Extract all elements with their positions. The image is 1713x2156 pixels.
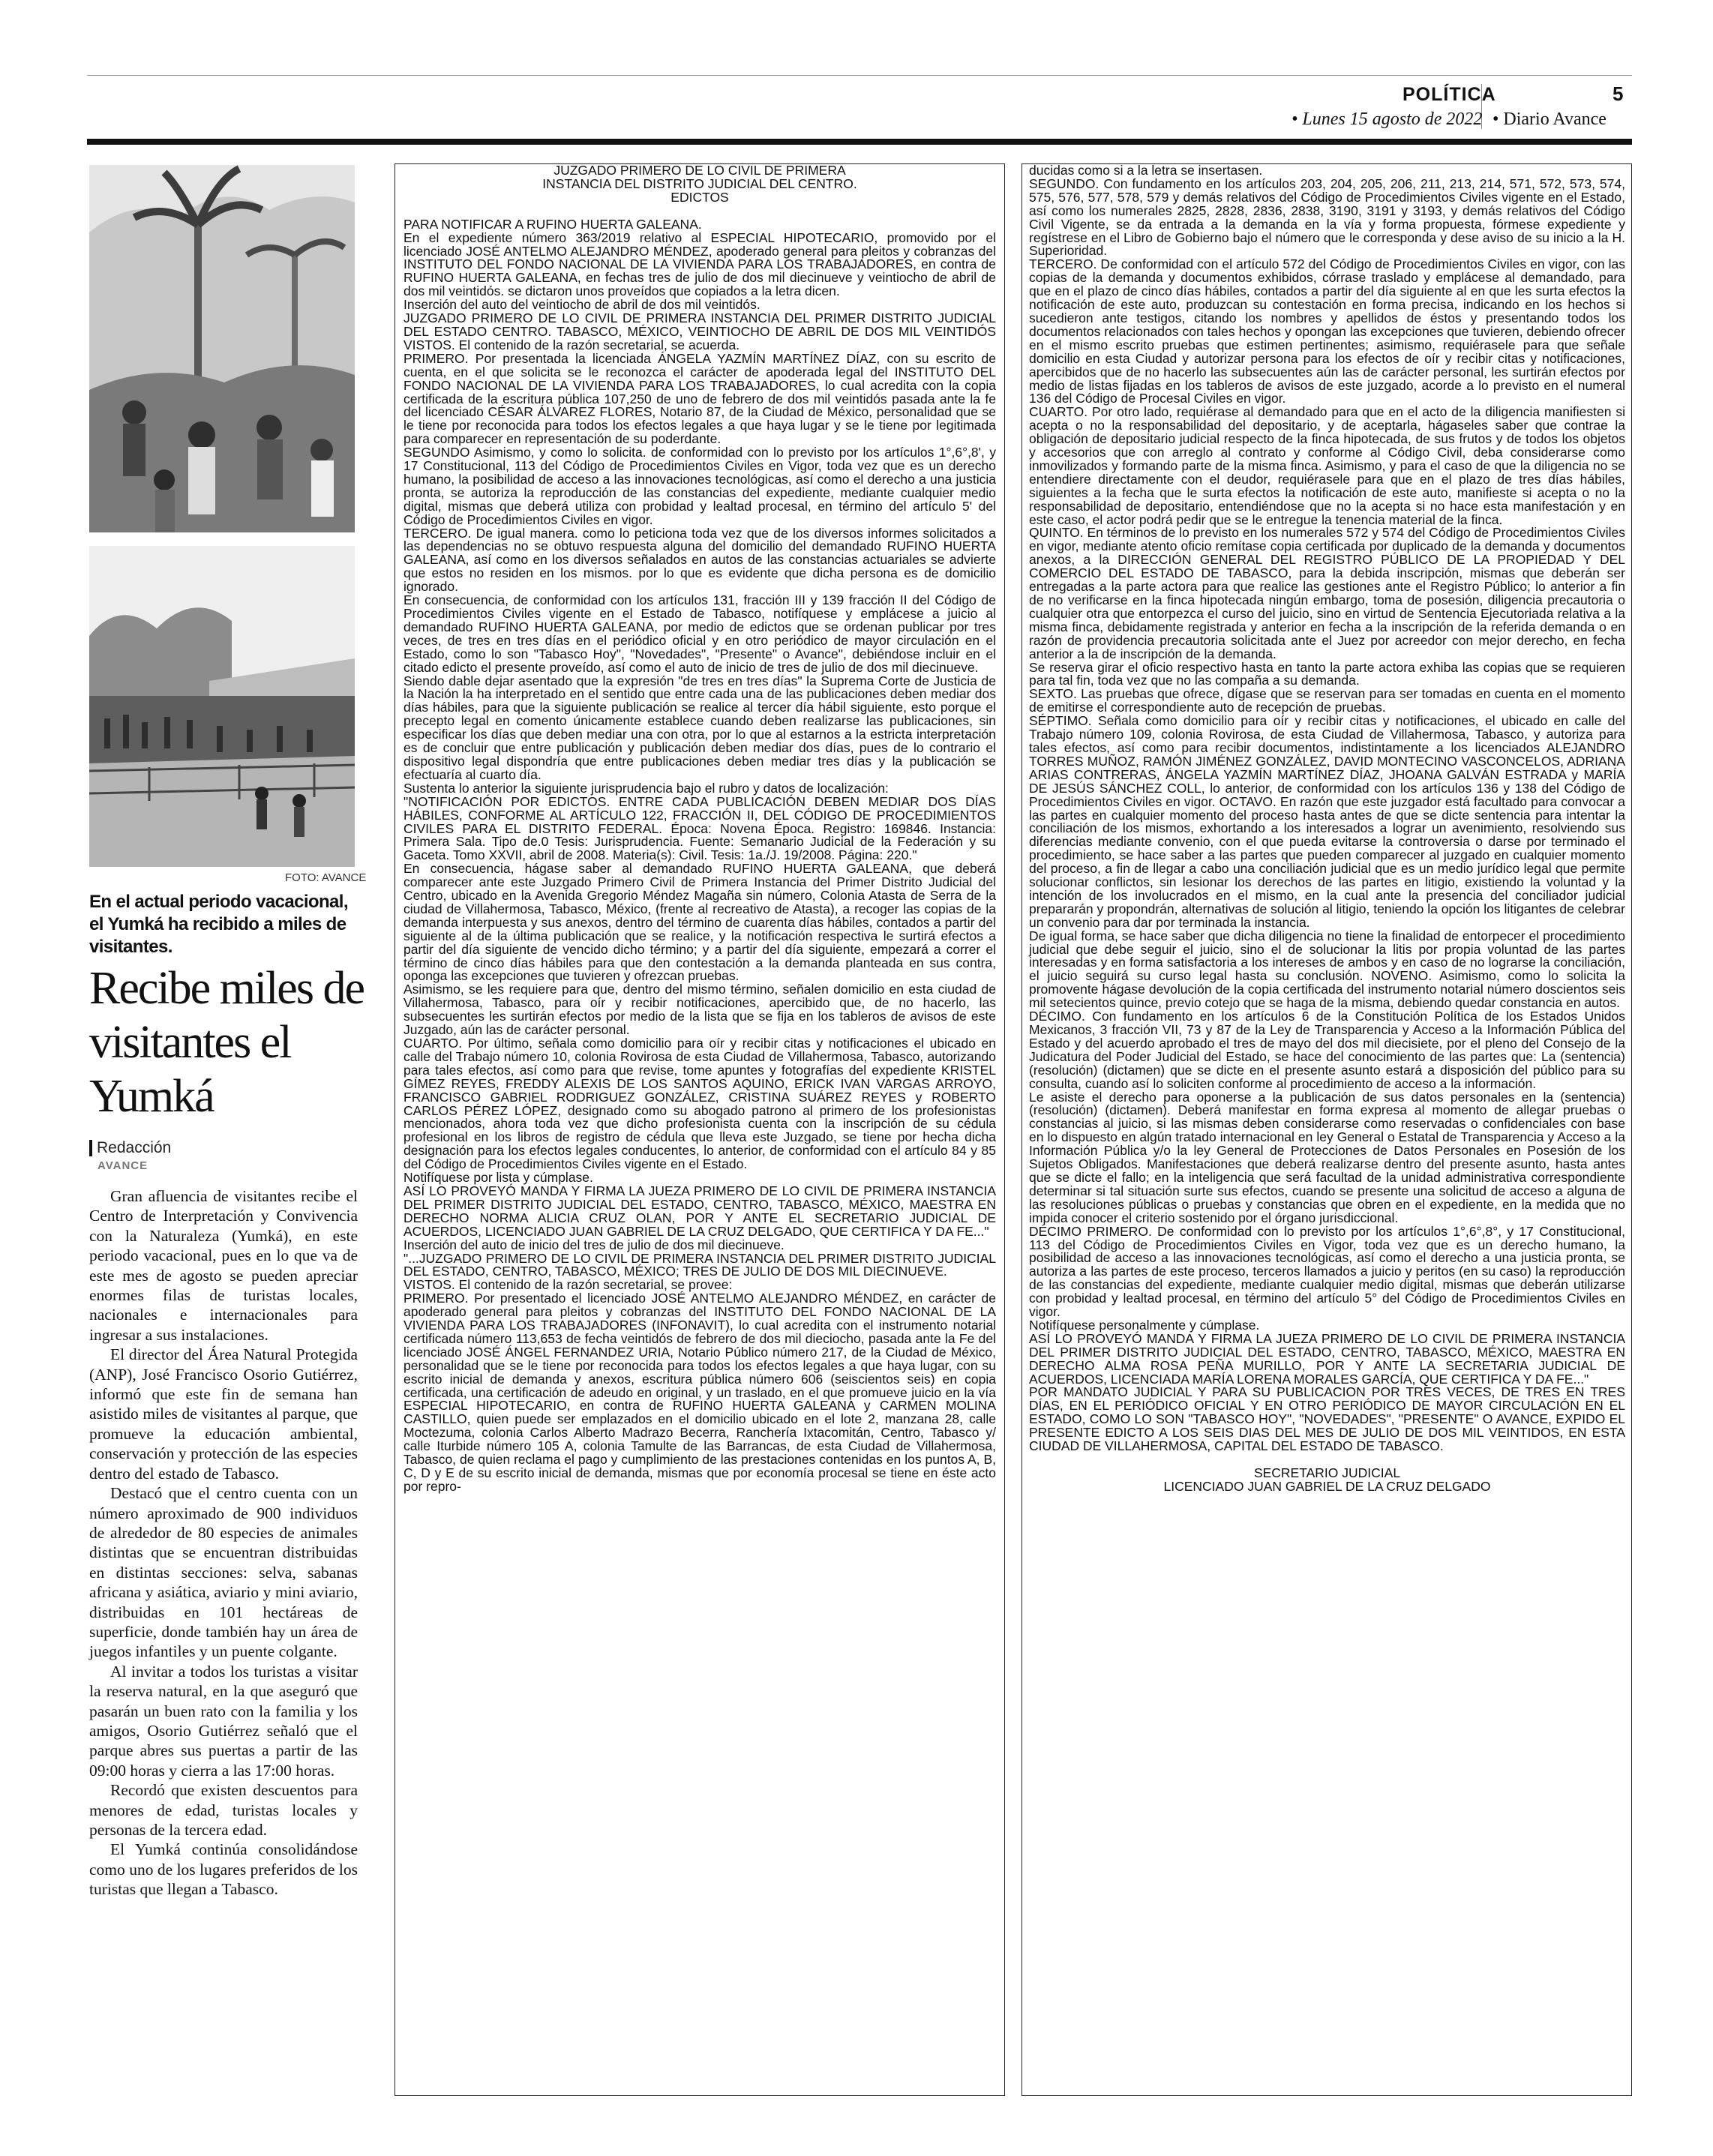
edict-paragraph: Siendo dable dejar asentado que la expresión "de tres en tres días" la Suprema Corte de Justicia de la Nación la ha interpretado en el sentido que entre cada una de las publicaciones deben mediar dos días hábiles, para que la siguiente publicación se realice al tercer día hábil siguiente, esto porque el precepto legal en comento únicamente establece cuando deben realizarse las publicaciones, sin especificar los días que deben mediar una con otra, por lo que al estarnos a la estricta interpretación es de concluir que entre publicación y publicación deben mediar dos días, pues de lo contrario el dispositivo legal dispondría que entre publicaciones deben mediar tres días y la publicación se efectuaría al cuarto día. xyxy=(404,673,996,782)
edict-title: EDICTOS xyxy=(670,189,729,205)
edict-paragraph: Se reserva girar el oficio respectivo hasta en tanto la parte actora exhiba las copias que se requieren para tal fin, toda vez que no las compaña a su demanda. xyxy=(1029,659,1625,688)
story-paragraph: Al invitar a todos los turistas a visitar la reserva natural, en la que aseguró que pasarán un buen rato con la familia y los amigos, Osorio Gutiérrez señaló que el parque abres sus puertas a partir de las 09:00 horas y cierra a las 17:00 horas. xyxy=(89,1662,358,1780)
edict-paragraph: CUARTO. Por otro lado, requiérase al demandado para que en el acto de la diligencia manifiesten si acepta o no la responsabilidad del depositario, y de aceptarla, hágaseles saber que contrae la obligación de depositario judicial respecto de la finca hipotecada, de sus frutos y de todos los objetos y accesorios que con arreglo al contrato y conforme al Código Civil, deba considerarse como inmovilizados y formando parte de la misma finca. Asimismo, y para el caso de que la diligencia no se entendiere directamente con el deudor, requiérasele para que en el plazo de tres días hábiles, siguientes a la fecha que le surta efectos la notificación de este auto, manifieste si acepta o no la responsabilidad de depositario, entendiéndose que no la acepta si no hace esta manifestación y en este caso, el actor podrá pedir que se le entregue la tenencia material de la finca. xyxy=(1029,404,1625,527)
story-paragraph: Destacó que el centro cuenta con un número aproximado de 900 individuos de alrededor de 80 especies de animales distintas que se encuentran distribuidas en distintas secciones: selva, sabanas africana y asiática, aviario y mini aviario, distribuidas en 101 hectáreas de superficie, donde también hay un área de juegos infantiles y un puente colgante. xyxy=(89,1484,358,1661)
photo-park-entrance xyxy=(89,546,355,867)
edict-title: INSTANCIA DEL DISTRITO JUDICIAL DEL CENTRO. xyxy=(542,175,857,191)
page-number: 5 xyxy=(1612,82,1624,105)
edict-paragraph: VISTOS. El contenido de la razón secretarial, se provee: xyxy=(404,1277,733,1293)
edict-paragraph: ASÍ LO PROVEYÓ MANDA Y FIRMA LA JUEZA PRIMERO DE LO CIVIL DE PRIMERA INSTANCIA DEL PRIMER DISTRITO JUDICIAL DEL ESTADO, CENTRO, TABASCO, MÉXICO, MAESTRA EN DERECHO ALMA ROSA PEÑA MURILLO, POR Y ANTE LA SECRETARIA JUDICIAL DE ACUERDOS, LICENCIADA MARÍA LORENA MORALES GARCÍA, QUE CERTIFICA Y DA FE..." xyxy=(1029,1330,1625,1387)
edict-column-1 xyxy=(404,164,996,1494)
edict-paragraph: En consecuencia, de conformidad con los artículos 131, fracción III y 139 fracción II del Código de Procedimientos Civiles vigente en el Estado de Tabasco, notifíquese y emplácese a juicio al demandado RUFINO HUERTA GALEANA, por medio de edictos que se ordenan publicar por tres veces, de tres en tres días en el periódico oficial y en otro periódico de mayor circulación en el Estado, como lo son "Tabasco Hoy", "Novedades", "Presente" o Avance", debiéndose incluir en el citado edicto el presente proveído, así como el auto de inicio de tres de julio de dos mil diecinueve. xyxy=(404,592,996,675)
signature-name: LICENCIADO JUAN GABRIEL DE LA CRUZ DELGADO xyxy=(1163,1478,1491,1494)
edict-paragraph: "NOTIFICACIÓN POR EDICTOS. ENTRE CADA PUBLICACIÓN DEBEN MEDIAR DOS DÍAS HÁBILES, CONFORME AL ARTÍCULO 122, FRACCIÓN II, DEL CÓDIGO DE PROCEDIMIENTOS CIVILES PARA EL DISTRITO FEDERAL. Época: Novena Época. Registro: 169846. Instancia: Primera Sala. Tipo de.0 Tesis: Jurisprudencia. Fuente: Semanario Judicial de la Federación y su Gaceta. Tomo XXVII, abril de 2008. Materia(s): Civil. Tesis: 1a./J. 19/2008. Página: 220." xyxy=(404,793,996,863)
edict-paragraph: Inserción del auto de inicio del tres de julio de dos mil diecinueve. xyxy=(404,1237,784,1252)
edict-paragraph: En el expediente número 363/2019 relativo al ESPECIAL HIPOTECARIO, promovido por el licenciado JOSÉ ANTELMO ALEJANDRO MÉNDEZ, apoderado general para pleitos y cobranzas del INSTITUTO DEL FONDO NACIONAL DE LA VIVIENDA PARA LOS TRABAJADORES, en contra de RUFINO HUERTA GALEANA, en fechas tres de julio de dos mil diecinueve y veintiocho de abril de dos mil veintidós. se dictaron unos proveídos que copiados a la letra dicen. xyxy=(404,229,996,299)
edict-paragraph: CUARTO. Por último, señala como domicilio para oír y recibir citas y notificaciones el ubicado en calle del Trabajo número 10, colonia Rovirosa de esta Ciudad de Villahermosa, Tabasco, autorizando para tales efectos, así como para que revise, tome apuntes y fotografías del expediente KRISTEL GÍMEZ REYES, FREDDY ALEXIS DE LOS SANTOS AQUINO, ERICK IVAN VARGAS ARROYO, FRANCISCO GABRIEL RODRIGUEZ GONZÁLEZ, CRISTINA SUÁREZ REYES y ROBERTO CARLOS PÉREZ LÓPEZ, designado como su abogado patrono al primero de los profesionistas mencionados, ahora toda vez que dicho profesionista cuenta con la inscripción de su cédula profesional en los libros de registro de cédula que lleva este Juzgado, se tiene por hecha dicha designación para los efectos legales conducentes, lo anterior, de conformidad con el artículo 84 y 85 del Código de Procedimientos Civiles vigente en el Estado. xyxy=(404,1036,996,1172)
story-paragraph: Gran afluencia de visitantes recibe el Centro de Interpretación y Convivencia con la Naturaleza (Yumká), en este periodo vacacional, pues en lo que va de este mes de agosto se pueden apreciar enormes filas de turistas locales, nacionales e internacionales para ingresar a sus instalaciones. xyxy=(89,1187,358,1344)
edict-paragraph: SEXTO. Las pruebas que ofrece, dígase que se reservan para ser tomadas en cuenta en el momento de emitirse el correspondiente auto de recepción de pruebas. xyxy=(1029,686,1625,715)
photo-credit: FOTO: AVANCE xyxy=(285,871,367,884)
edict-paragraph: DÉCIMO PRIMERO. De conformidad con lo previsto por los artículos 1°,6°,8°, y 17 Constitucional, 113 del Código de Procedimientos Civiles en Vigor, toda vez que es un derecho humano, la posibilidad de acceso a las innovaciones tecnológicas, así como el derecho a una justicia pronta, se autoriza a las partes de este proceso, terceros llamados a juicio y peritos (en su caso) la reproducción de las constancias del expediente, mediante cualquier medio digital, mismas que deberán utilizarse con probidad y lealtad procesal, en término del artículo 5° del Código de Procedimientos Civiles en vigor. xyxy=(1029,1223,1625,1320)
story-body xyxy=(89,1186,358,1900)
edict-paragraph: QUINTO. En términos de lo previsto en los numerales 572 y 574 del Código de Procedimientos Civiles en vigor, mediante atento oficio remítase copia certificada por duplicado de la demanda y documentos anexos, a la DIRECCIÓN GENERAL DEL REGISTRO PÚBLICO DE LA PROPIEDAD Y DEL COMERCIO DEL ESTADO DE TABASCO, para la debida inscripción, mismas que deberán ser entregadas a la parte actora para que realice las gestiones ante el Registro Público; lo anterior a fin de no verificarse en la finca hipotecada ningún embargo, toma de posesión, diligencia precautoria o cualquier otra que entorpezca el curso del juicio, sino en virtud de Sentencia Ejecutoriada relativa a la misma finca, debidamente registrada y anterior en fecha a la inscripción de la referida demanda o en razón de providencia precautoria solicitada ante el Juez por acreedor con mejor derecho, en fecha anterior a la de inscripción de la demanda. xyxy=(1029,525,1625,661)
edict-paragraph: JUZGADO PRIMERO DE LO CIVIL DE PRIMERA INSTANCIA DEL PRIMER DISTRITO JUDICIAL DEL ESTADO CENTRO. TABASCO, MÉXICO, VEINTIOCHO DE ABRIL DE DOS MIL VEINTIDÓS VISTOS. El contenido de la razón secretarial, se acuerda. xyxy=(404,310,996,352)
edict-paragraph: SÉPTIMO. Señala como domicilio para oír y recibir citas y notificaciones, el ubicado en calle del Trabajo número 109, colonia Rovirosa, de esta Ciudad de Villahermosa, Tabasco, y autoriza para tales efectos, así como para recibir documentos, indistintamente a los licenciados ALEJANDRO TORRES MUÑOZ, RAMÓN JIMÉNEZ GONZÁLEZ, DAVID MONTECINO VASCONCELOS, ADRIANA ARIAS CONTRERAS, ÁNGELA YAZMÍN MARTÍNEZ DÍAZ, JHOANA GALVÁN ESTRADA y MARÍA DE JESÚS SÁNCHEZ COLL, lo anterior, de conformidad con los artículos 136 y 138 del Código de Procedimientos Civiles en vigor. OCTAVO. En razón que este juzgador está facultado para convocar a las partes en cualquier momento del proceso hasta antes de que se dicte sentencia para intentar la conciliación de los mismos, exhortando a los interesados a lograr un avenimiento, resolviendo sus diferencias mediante convenio, con el que pueda evitarse la controversia o darse por terminado el procedimiento, se hace saber a las partes que pueden comparecer al juzgado en cualquier momento del proceso, a fin de llegar a cabo una conciliación judicial que es un medio jurídico legal que permite solucionar conflictos, sin lesionar los derechos de las partes en litigio, existiendo la voluntad y la intención de los involucrados en el mismo, en la cual ante la presencia del conciliador judicial prepararán y propondrán, alternativas de solución al litigio, teniendo la opción los litigantes de celebrar un convenio para dar por terminada la instancia. xyxy=(1029,713,1625,930)
edict-paragraph: PRIMERO. Por presentado el licenciado JOSÉ ANTELMO ALEJANDRO MÉNDEZ, en carácter de apoderado general para pleitos y cobranzas del INSTITUTO DEL FONDO NACIONAL DE LA VIVIENDA PARA LOS TRABAJADORES (INFONAVIT), lo cual acredita con el instrumento notarial certificada número 113,653 de fecha veintidós de febrero de dos mil dieciocho, pasada ante la Fe del licenciado JOSÉ ÁNGEL FERNANDEZ URIA, Notario Público número 217, de la Ciudad de México, personalidad que se le tiene por reconocida para todos los efectos legales a que haya lugar, con su escrito inicial de demanda y anexos, escritura pública número 606 (seiscientos seis) en copia certificada, una certificación de adeudo en original, y un traslado, en el que promueve juicio en la vía ESPECIAL HIPOTECARIO, en contra de RUFINO HUERTA GALEANA y CARMEN MOLINA CASTILLO, quien puede ser emplazados en el domicilio ubicado en el lote 2, manzana 28, calle Moctezuma, colonia Carlos Alberto Madrazo Becerra, Ranchería Ixtacomitán, Centro, Tabasco y/ calle Iturbide número 105 A, colonia Tamulte de las Barrancas, de esta Ciudad de Villahermosa, Tabasco, de quien reclama el pago y cumplimiento de las prestaciones contenidas en los puntos A, B, C, D y E de su escrito inicial de demanda, mismas que por economía procesal se tiene en éste acto por repro- xyxy=(404,1291,996,1494)
edict-paragraph: PARA NOTIFICAR A RUFINO HUERTA GALEANA. xyxy=(404,216,702,232)
edict-title: JUZGADO PRIMERO DE LO CIVIL DE PRIMERA xyxy=(554,163,846,178)
edict-paragraph: Notifíquese personalmente y cúmplase. xyxy=(1029,1317,1260,1333)
edict-paragraph: "...JUZGADO PRIMERO DE LO CIVIL DE PRIMERA INSTANCIA DEL PRIMER DISTRITO JUDICIAL DEL ESTADO, CENTRO, TABASCO, MÉXICO; TRES DE JULIO DE DOS MIL DIECINUEVE. xyxy=(404,1250,996,1279)
newspaper-name: • Diario Avance xyxy=(1492,109,1606,129)
edict-paragraph: Le asiste el derecho para oponerse a la publicación de sus datos personales en la (sentencia) (resolución) (dictamen). Deberá manifestar en forma expresa al momento de allegar pruebas o constancias al juicio, si las mismas deben considerarse como reservadas o confidenciales con base en lo dispuesto en algún tratado internacional en ley General o Estatal de Transparencia y Acceso a la Información Pública y/o la ley General de Protecciones de Datos Personales en Posesión de los Sujetos Obligados. Manifestaciones que deberá realizarse dentro del presente asunto, hasta antes que se dicte el fallo; en la inteligencia que será facultad de la unidad administrativa correspondiente determinar si tal situación surte sus efectos, cuando se presente una solicitud de acceso a alguna de las resoluciones públicas o pruebas y constancias que obren en el expediente, en la medida que no impida conocer el criterio sostenido por el órgano jurisdiccional. xyxy=(1029,1089,1625,1225)
edict-paragraph: Sustenta lo anterior la siguiente jurisprudencia bajo el rubro y datos de localización: xyxy=(404,780,889,796)
edict-paragraph: SEGUNDO. Con fundamento en los artículos 203, 204, 205, 206, 211, 213, 214, 571, 572, 573, 574, 575, 576, 577, 578, 579 y demás relativos del Código de Procedimientos Civiles vigente en el Estado, así como los numerales 2825, 2828, 2836, 2838, 3190, 3191 y 3193, y demás relativos del Código Civil Vigente, se da entrada a la demanda en la vía y forma propuesta, fórmese expediente y regístrese en el Libro de Gobierno bajo el número que le corresponda y dese aviso de su inicio a la H. Superioridad. xyxy=(1029,175,1625,259)
edict-paragraph: ducidas como si a la letra se insertasen. xyxy=(1029,163,1263,178)
edict-paragraph: Inserción del auto del veintiocho de abril de dos mil veintidós. xyxy=(404,297,760,313)
story-paragraph: El director del Área Natural Protegida (ANP), José Francisco Osorio Gutiérrez, informó que este fin de semana han asistido miles de visitantes al parque, que promueve la educación ambiental, conservación y protección de las especies dentro del estado de Tabasco. xyxy=(89,1345,358,1483)
header-rule xyxy=(87,139,1632,145)
photo-caption: En el actual periodo vacacional, el Yumká ha recibido a miles de visitantes. xyxy=(89,892,348,957)
signature-title: SECRETARIO JUDICIAL xyxy=(1253,1465,1401,1480)
edict-paragraph: En consecuencia, hágase saber al demandado RUFINO HUERTA GALEANA, que deberá comparecer ante este Juzgado Primero Civil de Primera Instancia del Primer Distrito Judicial del Centro, ubicado en la Avenida Gregorio Méndez Magaña sin número, Colonia Atasta de Serra de la ciudad de Villahermosa, Tabasco, México, (frente al recreativo de Atasta), a recoger las copias de la demanda interpuesta y sus anexos, dentro del término de cuarenta días hábiles, contados a partir del siguiente al de la última publicación que se realice, y la notificación respectiva le surtirá efectos a partir del día siguiente de vencido dicho término; y a partir del día siguiente, empezará a correr el término de cinco días hábiles para que den contestación a la demanda planteada en sus contra, oponga las excepciones que tuvieren y ofrezcan pruebas. xyxy=(404,861,996,984)
story-paragraph: Recordó que existen descuentos para menores de edad, turistas locales y personas de la tercera edad. xyxy=(89,1781,358,1839)
byline-agency: AVANCE xyxy=(98,1159,148,1172)
edict-paragraph: SEGUNDO Asimismo, y como lo solicita. de conformidad con lo previsto por los artículos 1°,6°,8', y 17 Constitucional, 113 del Código de Procedimientos Civiles en Vigor, toda vez que es un derecho humano, la posibilidad de acceso a las innovaciones tecnológicas, así como el derecho a una justicia pronta, se autoriza la reproducción de las constancias del expediente, mediante cualquier medio digital, mismas que deberá utiliza con probidad y lealtad procesal, en término del artículo 5' del Código de Procedimientos Civiles en vigor. xyxy=(404,445,996,527)
issue-date: • Lunes 15 agosto de 2022 xyxy=(1292,109,1483,129)
edict-paragraph: PRIMERO. Por presentada la licenciada ÁNGELA YAZMÍN MARTÍNEZ DÍAZ, con su escrito de cuenta, en el que solicita se le reconozca el carácter de apoderada legal del INSTITUTO DEL FONDO NACIONAL DE LA VIVIENDA PARA LOS TRABAJADORES, lo cual acredita con la copia certificada de la escritura pública 107,250 de uno de febrero de dos mil veintidós pasada ante la fe del licenciado CÉSAR ÁLVAREZ FLORES, Notario 87, de la Ciudad de México, personalidad que se le tiene por reconocida para todos los efectos legales a que haya lugar y se le tiene por legitimada para comparecer en representación de su poderdante. xyxy=(404,350,996,447)
edict-paragraph: TERCERO. De conformidad con el artículo 572 del Código de Procedimientos Civiles en vigor, con las copias de la demanda y documentos exhibidos, córrase traslado y emplácese al demandado, para que en el plazo de cinco días hábiles, contados a partir del día siguiente al en que les surta efectos la notificación de este auto, produzcan su contestación en forma precisa, indicando en los hechos si sucedieron ante testigos, citando los nombres y apellidos de éstos y presentando todos los documentos relacionados con tales hechos y opongan las excepciones que tuvieren, debiendo ofrecer en el mismo escrito pruebas que estimen pertinentes; asimismo, requiérasele para que señale domicilio en esta Ciudad y autorizar persona para los efectos de oír y recibir citas y notificaciones, apercibidos que de no hacerlo las subsecuentes aún las de carácter personal, les surtirán efectos por medio de listas fijadas en los tableros de avisos de este juzgado, acorde a lo previsto en el numeral 136 del Código de Procesal Civiles en vigor. xyxy=(1029,256,1625,406)
edict-paragraph: TERCERO. De igual manera. como lo peticiona toda vez que de los diversos informes solicitados a las dependencias no se obtuvo respuesta alguna del domicilio del demandado RUFINO HUERTA GALEANA, así como en los diversos señalados en autos de las constancias actuariales se advierte que estos no residen en los mismos. por lo que es evidente que dicha persona es de domicilio ignorado. xyxy=(404,525,996,595)
byline: Redacción xyxy=(89,1140,171,1156)
top-rule xyxy=(87,75,1632,76)
edict-paragraph: ASÍ LO PROVEYÓ MANDA Y FIRMA LA JUEZA PRIMERO DE LO CIVIL DE PRIMERA INSTANCIA DEL PRIMER DISTRITO JUDICIAL DEL ESTADO, CENTRO, TABASCO, MÉXICO, MAESTRA EN DERECHO NORMA ALICIA CRUZ OLAN, POR Y ANTE EL SECRETARIO JUDICIAL DE ACUERDOS, LICENCIADO JUAN GABRIEL DE LA CRUZ DELGADO, QUE CERTIFICA Y DA FE..." xyxy=(404,1183,996,1239)
headline: Recibe miles de visitantes el Yumká xyxy=(89,963,364,1122)
edict-paragraph: DÉCIMO. Con fundamento en los artículos 6 de la Constitución Política de los Estados Unidos Mexicanos, 3 fracción VII, 73 y 87 de la Ley de Transparencia y Acceso a la Información Pública del Estado y del acuerdo aprobado el tres de mayo del dos mil diecisiete, por el pleno del Consejo de la Judicatura del Poder Judicial del Estado, se hace del conocimiento de las partes que: La (sentencia) (resolución) (dictamen) que se dicte en el presente asunto estará a disposición del público para su consulta, cuando así lo soliciten conforme al procedimiento de acceso a la información. xyxy=(1029,1009,1625,1091)
edict-paragraph: Notifíquese por lista y cúmplase. xyxy=(404,1170,593,1186)
edict-paragraph: POR MANDATO JUDICIAL Y PARA SU PUBLICACION POR TRES VECES, DE TRES EN TRES DÍAS, EN EL PERIÓDICO OFICIAL Y EN OTRO PERIÓDICO DE MAYOR CIRCULACIÓN EN EL ESTADO, COMO LO SON "TABASCO HOY", "NOVEDADES", "PRESENTE" O AVANCE, EXPIDO EL PRESENTE EDICTO A LOS SEIS DIAS DEL MES DE JULIO DE DOS MIL VEINTIDOS, EN ESTA CIUDAD DE VILLAHERMOSA, CAPITAL DEL ESTADO DE TABASCO. xyxy=(1029,1384,1625,1454)
section-name: POLÍTICA xyxy=(1402,84,1496,105)
edict-paragraph: Asimismo, se les requiere para que, dentro del mismo término, señalen domicilio en esta ciudad de Villahermosa, Tabasco, para oír y recibir notificaciones, apercibido que, de no hacerlo, las subsecuentes les surtirán efectos por medio de la lista que se fija en los tableros de avisos de este Juzgado, aún las de carácter personal. xyxy=(404,982,996,1038)
photo-visitors-crowd xyxy=(89,165,355,532)
story-paragraph: El Yumká continúa consolidándose como uno de los lugares preferidos de los turistas que llegan a Tabasco. xyxy=(89,1840,358,1899)
edict-column-2 xyxy=(1029,164,1625,1494)
edict-paragraph: De igual forma, se hace saber que dicha diligencia no tiene la finalidad de entorpecer el procedimiento judicial que debe seguir el juicio, sino el de solucionar la litis por propia voluntad de las partes interesadas y en forma satisfactoria a los intereses de ambos y en caso de no lograrse la conciliación, el juicio seguirá su curso legal hasta su conclusión. NOVENO. Asimismo, como lo solicita la promovente hágase devolución de la copia certificada del instrumento notarial número doscientos seis mil setecientos quince, previo cotejo que se haga de la misma, debiendo quedar constancia en autos. xyxy=(1029,928,1625,1011)
